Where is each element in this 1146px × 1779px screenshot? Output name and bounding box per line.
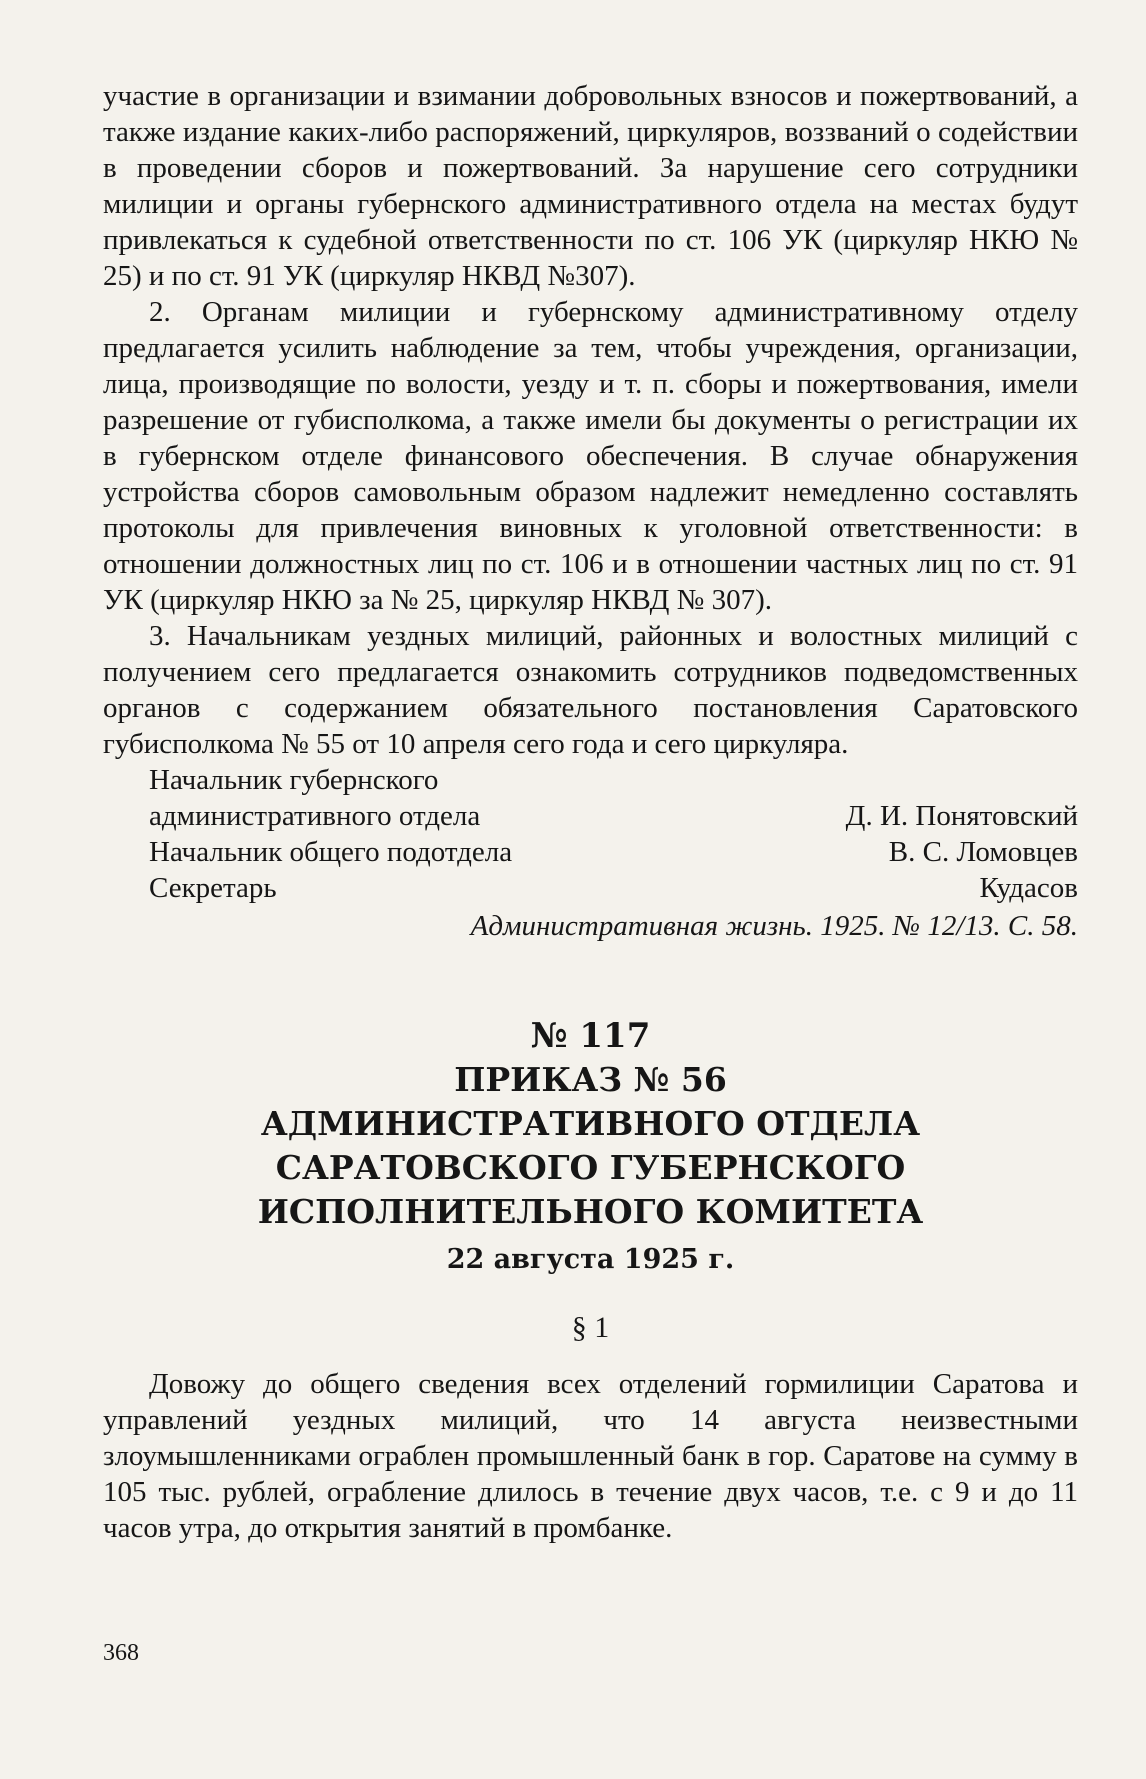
signature-name: Д. И. Понятовский — [845, 800, 1078, 832]
section-heading: § 1 — [571, 1311, 610, 1344]
source-citation: Административная жизнь. 1925. № 12/13. С. 58. — [470, 910, 1078, 942]
document-title-line: АДМИНИСТРАТИВНОГО ОТДЕЛА — [260, 1104, 921, 1143]
document-title-line: ИСПОЛНИТЕЛЬНОГО КОМИТЕТА — [257, 1192, 924, 1231]
item-2-paragraph: 2. Органам милиции и губернскому административному отделу предлагается усилить наблюдение за тем, чтобы учреждения, организации, лица, производящие по волости, уезду и т. п. сборы и пожертвования, имели разрешение от губисполкома, а также имели бы документы о регистрации их в губернском отделе финансового обеспечения. В случае обнаружения устройства сборов самовольным образом надлежит немедленно составлять протоколы для привлечения виновных к уголовной ответственности: в отношении должностных лиц по ст. 106 и в отношении частных лиц по ст. 91 УК (циркуляр НКЮ за № 25, циркуляр НКВД № 307). — [103, 296, 1078, 616]
signature-title: Начальник общего подотдела — [149, 836, 513, 868]
document-date: 22 августа 1925 г. — [446, 1244, 735, 1275]
page-number: 368 — [103, 1640, 139, 1666]
document-title-line: САРАТОВСКОГО ГУБЕРНСКОГО — [275, 1148, 906, 1187]
signature-title: Секретарь — [149, 872, 277, 904]
signature-row-secretary — [103, 870, 1078, 906]
item-3-paragraph: 3. Начальникам уездных милиций, районных и волостных милиций с получением сего предлагается ознакомить сотрудников подведомственных органов с содержанием обязательного постановления Саратовского губисполкома № 55 от 10 апреля сего года и сего циркуляра. — [103, 620, 1078, 760]
signature-name: В. С. Ломовцев — [888, 836, 1078, 868]
signature-title-line: Начальник губернского — [149, 764, 439, 796]
signature-row-subdept — [103, 834, 1078, 870]
signature-title: административного отдела — [149, 800, 481, 832]
continuation-paragraph: участие в организации и взимании добровольных взносов и пожертвований, а также издание каких-либо распоряжений, циркуляров, воззваний о содействии в проведении сборов и пожертвований. За нарушение сего сотрудники милиции и органы губернского административного отдела на местах будут привлекаться к судебной ответственности по ст. 106 УК (циркуляр НКЮ № 25) и по ст. 91 УК (циркуляр НКВД №307). — [103, 80, 1078, 292]
document-number: № 117 — [530, 1016, 651, 1056]
signature-row-head — [103, 798, 1078, 834]
signatures-block — [103, 762, 1078, 906]
document-title-line: ПРИКАЗ № 56 — [454, 1060, 727, 1099]
order-body-paragraph: Довожу до общего сведения всех отделений гормилиции Саратова и управлений уездных милиций, что 14 августа неизвестными злоумышленниками ограблен промышленный банк в гор. Саратове на сумму в 105 тыс. рублей, ограбление длилось в течение двух часов, т.е. с 9 и до 11 часов утра, до открытия занятий в промбанке. — [103, 1368, 1078, 1544]
signature-name: Кудасов — [979, 872, 1078, 904]
text-block — [103, 78, 1078, 1546]
